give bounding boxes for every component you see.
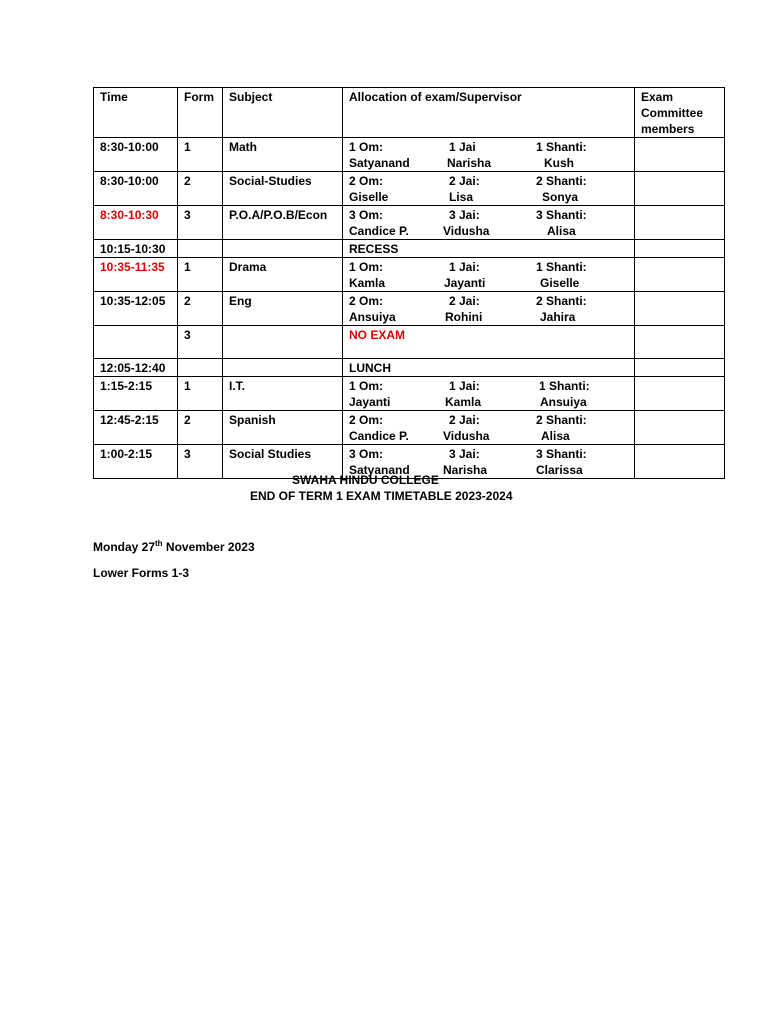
form-cell: [178, 240, 223, 258]
time-cell: 1:00-2:15: [94, 445, 178, 479]
time-cell: [94, 326, 178, 359]
committee-cell: [635, 258, 725, 292]
jai-supervisor: Vidusha: [443, 224, 490, 238]
form-cell: 3: [178, 326, 223, 359]
om-supervisor: Satyanand: [349, 463, 410, 477]
allocation-cell: [343, 206, 635, 240]
shanti-supervisor: Sonya: [542, 190, 579, 204]
shanti-supervisor: Alisa: [547, 224, 576, 238]
shanti-supervisor: Jahira: [540, 310, 576, 324]
shanti-label: 3 Shanti:: [536, 447, 587, 461]
header-row: [94, 88, 725, 138]
subject-cell: Drama: [223, 258, 343, 292]
shanti-label: 3 Shanti:: [536, 208, 587, 222]
form-cell: [178, 359, 223, 377]
shanti-label: 1 Shanti:: [539, 379, 590, 393]
subject-cell: [223, 359, 343, 377]
subject-cell: [223, 240, 343, 258]
table-row: [94, 292, 725, 326]
jai-label: 1 Jai:: [449, 260, 480, 274]
header-committee: Exam Committee members: [635, 88, 725, 138]
shanti-supervisor: Alisa: [541, 429, 570, 443]
shanti-label: 2 Shanti:: [536, 294, 587, 308]
jai-label: 2 Jai:: [449, 174, 480, 188]
time-cell: 8:30-10:00: [94, 138, 178, 172]
om-label: 2 Om:: [349, 413, 384, 427]
allocation-cell: [343, 138, 635, 172]
allocation-cell: [343, 377, 635, 411]
shanti-supervisor: Clarissa: [536, 463, 583, 477]
om-supervisor: Jayanti: [349, 395, 391, 409]
table-row: [94, 258, 725, 292]
om-supervisor: Ansuiya: [349, 310, 396, 324]
lunch-cell: LUNCH: [343, 359, 635, 377]
time-cell: 1:15-2:15: [94, 377, 178, 411]
shanti-supervisor: Kush: [544, 156, 574, 170]
shanti-supervisor: Ansuiya: [540, 395, 587, 409]
subject-cell: Spanish: [223, 411, 343, 445]
subject-cell: Eng: [223, 292, 343, 326]
shanti-supervisor: Giselle: [540, 276, 580, 290]
exam-date: [93, 539, 255, 554]
committee-cell: [635, 138, 725, 172]
allocation-cell: [343, 258, 635, 292]
time-cell: 10:35-11:35: [94, 258, 178, 292]
header-subject: Subject: [223, 88, 343, 138]
date-prefix: Monday 27: [93, 540, 156, 554]
form-cell: 2: [178, 172, 223, 206]
subject-cell: Social Studies: [223, 445, 343, 479]
shanti-label: 1 Shanti:: [536, 140, 587, 154]
recess-cell: RECESS: [343, 240, 635, 258]
om-label: 1 Om:: [349, 379, 384, 393]
shanti-label: 1 Shanti:: [536, 260, 587, 274]
exam-timetable: [93, 87, 725, 479]
committee-cell: [635, 359, 725, 377]
no-exam-cell: NO EXAM: [343, 326, 635, 359]
subject-cell: Math: [223, 138, 343, 172]
om-label: 2 Om:: [349, 294, 384, 308]
committee-cell: [635, 240, 725, 258]
committee-cell: [635, 292, 725, 326]
committee-cell: [635, 326, 725, 359]
om-supervisor: Candice P.: [349, 224, 409, 238]
allocation-cell: [343, 411, 635, 445]
time-cell: 12:45-2:15: [94, 411, 178, 445]
time-cell: 8:30-10:00: [94, 172, 178, 206]
jai-label: 1 Jai: [449, 140, 476, 154]
form-cell: 3: [178, 206, 223, 240]
time-cell: 12:05-12:40: [94, 359, 178, 377]
forms-line: Lower Forms 1-3: [93, 566, 190, 580]
om-label: 2 Om:: [349, 174, 384, 188]
shanti-label: 2 Shanti:: [536, 413, 587, 427]
jai-label: 2 Jai:: [449, 413, 480, 427]
allocation-cell: [343, 292, 635, 326]
allocation-cell: [343, 172, 635, 206]
committee-cell: [635, 411, 725, 445]
form-cell: 1: [178, 258, 223, 292]
jai-label: 1 Jai:: [449, 379, 480, 393]
form-cell: 2: [178, 292, 223, 326]
form-cell: 3: [178, 445, 223, 479]
college-name: SWAHA HINDU COLLEGE: [292, 473, 439, 487]
table-row: [94, 206, 725, 240]
subject-cell: I.T.: [223, 377, 343, 411]
time-cell: 10:35-12:05: [94, 292, 178, 326]
committee-cell: [635, 377, 725, 411]
om-supervisor: Satyanand: [349, 156, 410, 170]
jai-supervisor: Narisha: [443, 463, 488, 477]
committee-cell: [635, 206, 725, 240]
jai-supervisor: Lisa: [449, 190, 474, 204]
form-cell: 2: [178, 411, 223, 445]
om-label: 1 Om:: [349, 140, 384, 154]
time-cell: 10:15-10:30: [94, 240, 178, 258]
table-row: [94, 138, 725, 172]
jai-supervisor: Narisha: [447, 156, 492, 170]
om-supervisor: Candice P.: [349, 429, 409, 443]
table-row: [94, 359, 725, 377]
om-label: 1 Om:: [349, 260, 384, 274]
subject-cell: Social-Studies: [223, 172, 343, 206]
committee-cell: [635, 172, 725, 206]
committee-cell: [635, 445, 725, 479]
date-ordinal: th: [155, 539, 163, 548]
jai-label: 3 Jai:: [449, 447, 480, 461]
jai-supervisor: Vidusha: [443, 429, 490, 443]
jai-supervisor: Rohini: [445, 310, 483, 324]
table-row: [94, 172, 725, 206]
timetable-title: END OF TERM 1 EXAM TIMETABLE 2023-2024: [250, 489, 513, 503]
date-rest: November 2023: [162, 540, 255, 554]
table-row: [94, 411, 725, 445]
jai-supervisor: Jayanti: [444, 276, 486, 290]
time-cell: 8:30-10:30: [94, 206, 178, 240]
om-label: 3 Om:: [349, 208, 384, 222]
om-supervisor: Kamla: [349, 276, 386, 290]
om-supervisor: Giselle: [349, 190, 389, 204]
form-cell: 1: [178, 377, 223, 411]
header-form: Form: [178, 88, 223, 138]
table-row: [94, 326, 725, 359]
jai-label: 3 Jai:: [449, 208, 480, 222]
subject-cell: [223, 326, 343, 359]
table-row: [94, 240, 725, 258]
form-cell: 1: [178, 138, 223, 172]
shanti-label: 2 Shanti:: [536, 174, 587, 188]
subject-cell: P.O.A/P.O.B/Econ: [223, 206, 343, 240]
jai-supervisor: Kamla: [445, 395, 482, 409]
table-row: [94, 377, 725, 411]
jai-label: 2 Jai:: [449, 294, 480, 308]
header-time: Time: [94, 88, 178, 138]
om-label: 3 Om:: [349, 447, 384, 461]
header-allocation: Allocation of exam/Supervisor: [343, 88, 635, 138]
